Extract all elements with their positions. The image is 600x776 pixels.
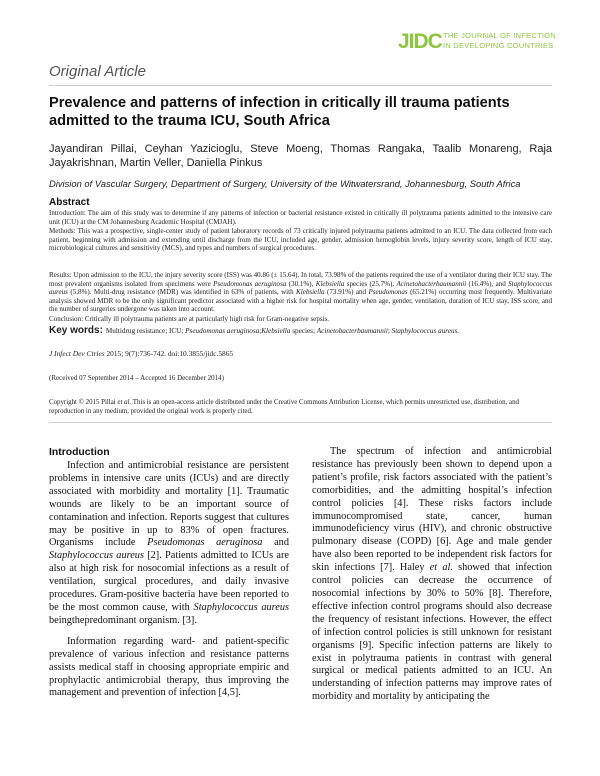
divider [49,85,552,86]
body-paragraph: Information regarding ward- and patient-specific prevalence of various infection and resistance patterns assists medical staff in choosing appropriate empiric and prophylactic antimicrobial therapy, thus improving the management and prevention of infection [4,5]. [49,635,289,699]
results-text: Results: Upon admission to the ICU, the injury severity score (ISS) was 40.86 (± 15.64). In total, 73.98% of the patients required the use of a ventilator during their ICU stay. The most prevalent organisms isolated from specimens were [49,271,552,288]
keyword-text: species; [290,327,317,335]
organism-name: Staphylococcus aureus [49,550,144,562]
keyword-text: ; [259,327,262,335]
copyright-text: This is an open-access article distributed under the Creative Commons Attribution License, which permits unrestricted use, distribution, and reproduction in any medium, provided the original work is properly cited. [49,399,519,415]
body-text: [2]. Patients admitted to ICUs are also at high risk for nosocomial infections as a result of ventilation, surgical procedures, and daily invasive procedures. Gram-positive bacteria have been reported to be the most common cause, with [49,550,289,613]
body-text: showed that infection control policies can decrease the occurrence of nosocomial infections by 30% to 50% [8]. Therefore, effective infection control programs should also decrease the frequency of resistant infections. However, the effect of infection control policies is still unknown for resistant organisms [9]. Specific infection patterns are likely to exist in polytrauma patients in contrast with general surgical or medical patients admitted to an ICU. An understanding of infection patterns may improve rates of morbidity and mortality by anticipating the [312,562,552,703]
keywords-label: Key words: [49,325,103,336]
organism-name: Pseudomonas aeruginosa [213,279,287,288]
body-column-right [312,446,552,704]
body-column-left [49,446,289,700]
organism-name: Klebsiella [315,279,345,288]
keyword-organism: Pseudomonas aeruginosa [185,327,260,335]
copyright-notice [49,399,552,416]
copyright-text: Copyright © 2015 Pillai [49,399,118,406]
section-heading-introduction: Introduction [49,447,110,458]
organism-name: Klebsiella [296,288,325,297]
results-text: (65.21%) occurring most frequently. Multivariate analysis showed MDR to be the only significant predictor associated with a higher risk for hospital mortality when age, gender, ventilation, duration of ICU stay, ISS score, and the number of surgeries undergone was taken into account. [49,288,552,314]
results-text: species (25.7%), [344,279,397,288]
abstract-introduction: Introduction: The aim of this study was to determine if any patterns of infection or bacterial resistance existed in critically ill polytrauma patients admitted to the intensive care unit (ICU) at the CM Johannesburg Academic Hospital (CMJAH). [49,209,552,226]
body-text: Infection and antimicrobial resistance are persistent problems in intensive care units (ICUs) and are directly associated with morbidity and mortality [1]. Traumatic wounds are likely to be an important source of contamination and infection. Reports suggest that cultures may be positive in up to 83% of open fractures. Organisms include [49,460,289,549]
copyright-etal: et al. [117,399,132,406]
divider [49,422,552,423]
results-text: (73.91%) and [324,288,369,297]
abstract-methods: Methods: This was a prospective, single-center study of patient laboratory records of 73 critically injured polytrauma patients admitted to an ICU. The data collected from each patient, beginning with admission and extending until discharge from the ICU, included age, gender, admission hemoglobin levels, injury severity score, length of ICU stay, microbiological cultures and sensitivity (MCS), and types and numbers of surgical procedures. [49,227,552,253]
paper-title: Prevalence and patterns of infection in critically ill trauma patients admitted to the trauma ICU, South Africa [49,95,510,129]
body-text: beingthepredominant organism. [3]. [49,614,197,626]
organism-name: Pseudomonas [368,288,408,297]
abstract-results [49,271,552,314]
body-text: The spectrum of infection and antimicrobial resistance has previously been shown to depend upon a patient’s profile, risk factors associated with the patient’s comorbidities, and the admitting hospital’s infection control policies [4]. These risks factors include immunocompromised state, cancer, human immunodeficiency virus (HIV), and chronic obstructive pulmonary disease (COPD) [6]. Age and male gender have also been reported to be independent risk factors for skin infections [7]. Haley [312,446,552,574]
body-text: and [262,537,289,549]
body-paragraph [49,460,289,628]
received-dates: (Received 07 September 2014 – Accepted 16 December 2014) [49,374,224,382]
citation-details: 2015; 9(7):736-742. doi:10.3855/jidc.5865 [104,349,234,358]
keyword-organism: Klebsiella [261,327,291,335]
journal-name-line1: THE JOURNAL OF INFECTION [443,31,556,40]
author-list: Jayandiran Pillai, Ceyhan Yazicioglu, Steve Moeng, Thomas Rangaka, Taalib Monareng, Raja Jayakrishnan, Martin Veller, Daniella Pinkus [49,143,552,170]
keywords [49,326,552,336]
results-text: (16.4%), and [466,279,509,288]
citation [49,349,233,358]
organism-name: Pseudomonas aeruginosa [147,537,263,549]
citation-journal: J Infect Dev Ctries [49,349,105,358]
keyword-text: Multidrug resistance; ICU; [105,327,186,335]
body-paragraph [312,446,552,704]
abstract-heading: Abstract [49,197,90,208]
logo-mark: JIDC [398,30,442,53]
journal-name-line2: IN DEVELOPING COUNTRIES [443,41,554,50]
organism-name: Acinetobacterbaumannii [396,279,467,288]
journal-logo [398,30,558,54]
organism-name: Staphylococcus aureus [49,279,552,297]
abstract-conclusion: Conclusion: Critically ill polytrauma patients are at particularly high risk for Gram-negative sepsis. [49,315,330,323]
results-text: (5.8%). Multi-drug resistance (MDR) was identified in 63% of patients, with [67,288,297,297]
results-text: (30.1%), [286,279,316,288]
keyword-organism: Acinetobacterbaumannii [316,327,388,335]
article-type: Original Article [49,63,146,80]
keyword-text: ; [387,327,392,335]
journal-name [443,31,556,51]
body-etal: et al. [429,562,453,574]
keyword-organism: Staphylococcus aureus. [391,327,460,335]
organism-name: Staphylococcus aureus [193,601,289,613]
affiliation: Division of Vascular Surgery, Department of Surgery, University of the Witwatersrand, Johannesburg, South Africa [49,178,521,189]
